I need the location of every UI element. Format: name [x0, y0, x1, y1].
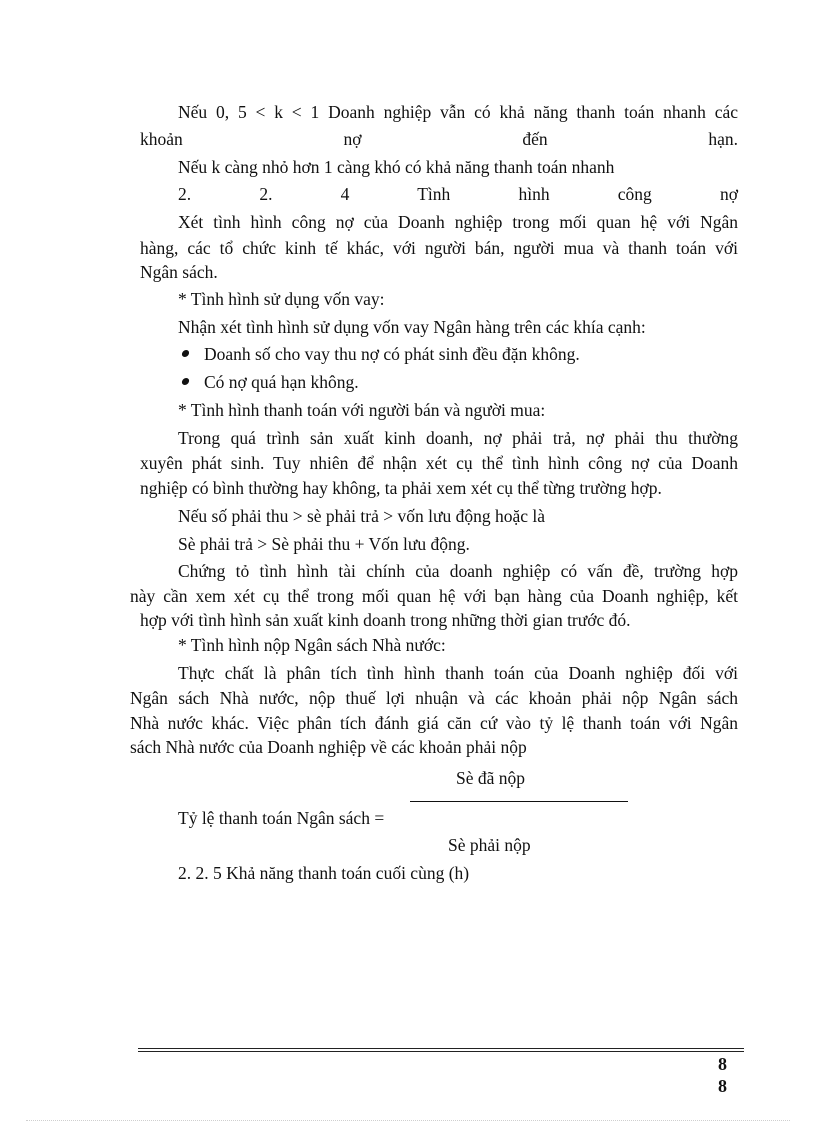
footer-rule	[138, 1048, 744, 1049]
bullet-icon	[181, 350, 189, 357]
paragraph-line: Nếu 0, 5 < k < 1 Doanh nghiệp vẫn có khả năng thanh toán nhanh các	[178, 102, 738, 122]
page-edge-divider	[26, 1120, 790, 1121]
list-item: Doanh số cho vay thu nợ có phát sinh đều đặn không.	[204, 344, 580, 364]
paragraph-line: sách Nhà nước của Doanh nghiệp về các khoản phải nộp	[130, 737, 527, 757]
paragraph-line: Ngân sách Nhà nước, nộp thuế lợi nhuận và các khoản phải nộp Ngân sách	[130, 688, 738, 708]
section-heading: 2. 2. 5 Khả năng thanh toán cuối cùng (h)	[178, 863, 470, 883]
paragraph-line: Nếu số phải thu > sè phải trả > vốn lưu động hoặc là	[178, 506, 545, 526]
paragraph-line: Chứng tỏ tình hình tài chính của doanh nghiệp có vấn đề, trường hợp	[178, 561, 738, 581]
paragraph-line: hàng, các tổ chức kinh tế khác, với người bán, người mua và thanh toán với	[140, 238, 738, 258]
fraction-bar	[410, 801, 628, 802]
paragraph-line: hợp với tình hình sản xuất kinh doanh trong những thời gian trước đó.	[140, 610, 631, 630]
formula-denominator: Sè phải nộp	[448, 835, 531, 855]
paragraph-line: xuyên phát sinh. Tuy nhiên để nhận xét cụ thể tình hình công nợ của Doanh	[140, 453, 738, 473]
paragraph-line: Nhận xét tình hình sử dụng vốn vay Ngân hàng trên các khía cạnh:	[178, 317, 646, 337]
section-heading: 2. 2. 4 Tình hình công nợ	[178, 184, 738, 204]
paragraph-line: Sè phải trả > Sè phải thu + Vốn lưu động.	[178, 534, 470, 554]
paragraph-line: Nhà nước khác. Việc phân tích đánh giá căn cứ vào tỷ lệ thanh toán với Ngân	[130, 713, 738, 733]
paragraph-line: này cần xem xét cụ thể trong mối quan hệ với bạn hàng của Doanh nghiệp, kết	[130, 586, 738, 606]
paragraph-line: Trong quá trình sản xuất kinh doanh, nợ phải trả, nợ phải thu thường	[178, 428, 738, 448]
formula-label: Tỷ lệ thanh toán Ngân sách =	[178, 808, 385, 828]
footer-rule	[138, 1051, 744, 1052]
bullet-icon	[181, 378, 189, 385]
subheading: * Tình hình nộp Ngân sách Nhà nước:	[178, 635, 446, 655]
page-number: 8	[718, 1076, 727, 1096]
paragraph-line: nghiệp có bình thường hay không, ta phải xem xét cụ thể từng trường hợp.	[140, 478, 662, 498]
subheading: * Tình hình thanh toán với người bán và người mua:	[178, 400, 546, 420]
page-number: 8	[718, 1054, 727, 1074]
list-item: Có nợ quá hạn không.	[204, 372, 359, 392]
subheading: * Tình hình sử dụng vốn vay:	[178, 289, 385, 309]
paragraph-line: Xét tình hình công nợ của Doanh nghiệp trong mối quan hệ với Ngân	[178, 212, 738, 232]
paragraph-line: Nếu k càng nhỏ hơn 1 càng khó có khả năng thanh toán nhanh	[178, 157, 615, 177]
paragraph-line: Thực chất là phân tích tình hình thanh toán của Doanh nghiệp đối với	[178, 663, 738, 683]
formula-numerator: Sè đã nộp	[456, 768, 526, 788]
paragraph-line: Ngân sách.	[140, 262, 218, 282]
paragraph-line: khoản nợ đến hạn.	[140, 129, 738, 149]
